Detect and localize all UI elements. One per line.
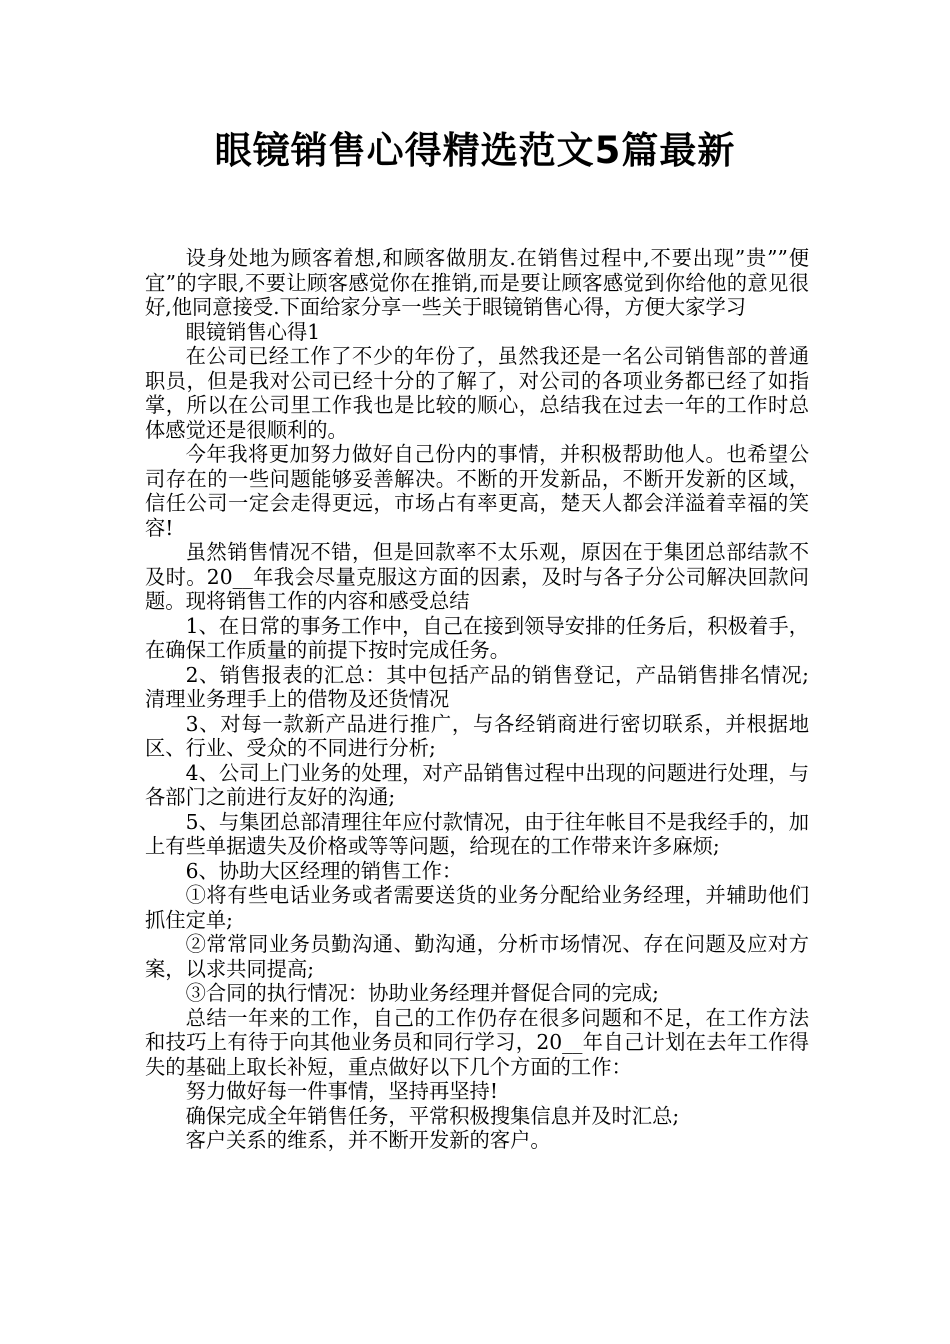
body-paragraph: 虽然销售情况不错，但是回款率不太乐观，原因在于集团总部结款不及时。20__年我会尽量克服这方面的因素，及时与各子分公司解决回款问题。现将销售工作的内容和感受总结 xyxy=(145,540,809,613)
list-item: 4、公司上门业务的处理，对产品销售过程中出现的问题进行处理，与各部门之前进行友好的沟通; xyxy=(145,760,809,809)
document-body xyxy=(145,246,809,1153)
body-paragraph: 确保完成全年销售任务，平常积极搜集信息并及时汇总; xyxy=(185,1103,680,1128)
document-title: 眼镜销售心得精选范文5篇最新 xyxy=(214,129,736,172)
sub-list-item: ①将有些电话业务或者需要送货的业务分配给业务经理，并辅助他们抓住定单; xyxy=(145,883,809,932)
body-paragraph: 总结一年来的工作，自己的工作仍存在很多问题和不足，在工作方法和技巧上有待于向其他业务员和同行学习，20__年自己计划在去年工作得失的基础上取长补短，重点做好以下几个方面的工作： xyxy=(145,1005,809,1079)
list-item: 5、与集团总部清理往年应付款情况，由于往年帐目不是我经手的，加上有些单据遗失及价格或等等问题，给现在的工作带来许多麻烦; xyxy=(145,809,809,858)
body-paragraph: 客户关系的维系，并不断开发新的客户。 xyxy=(185,1128,551,1152)
list-item: 1、在日常的事务工作中，自己在接到领导安排的任务后，积极着手，在确保工作质量的前提下按时完成任务。 xyxy=(145,613,809,662)
list-item: 2、销售报表的汇总：其中包括产品的销售登记，产品销售排名情况;清理业务理手上的借物及还货情况 xyxy=(145,662,809,711)
list-item: 6、协助大区经理的销售工作： xyxy=(185,858,463,883)
sub-list-item: ②常常同业务员勤沟通、勤沟通，分析市场情况、存在问题及应对方案，以求共同提高; xyxy=(145,932,809,981)
body-paragraph: 努力做好每一件事情，坚持再坚持! xyxy=(185,1079,498,1103)
intro-paragraph: 设身处地为顾客着想,和顾客做朋友.在销售过程中,不要出现”贵””便宜”的字眼,不要让顾客感觉你在推销,而是要让顾客感觉到你给他的意见很好,他同意接受.下面给家分享一些关于眼镜销售心得，方便大家学习 xyxy=(145,246,809,319)
body-paragraph: 今年我将更加努力做好自己份内的事情，并积极帮助他人。也希望公司存在的一些问题能够妥善解决。不断的开发新品，不断开发新的区域，信任公司一定会走得更远，市场占有率更高，楚天人都会洋溢着幸福的笑容! xyxy=(145,442,809,540)
sub-list-item: ③合同的执行情况：协助业务经理并督促合同的完成; xyxy=(185,981,659,1005)
section-heading: 眼镜销售心得1 xyxy=(185,319,321,344)
body-paragraph: 在公司已经工作了不少的年份了，虽然我还是一名公司销售部的普通职员，但是我对公司已经十分的了解了，对公司的各项业务都已经了如指掌，所以在公司里工作我也是比较的顺心，总结我在过去一年的工作时总体感觉还是很顺利的。 xyxy=(145,344,809,442)
list-item: 3、对每一款新产品进行推广，与各经销商进行密切联系，并根据地区、行业、受众的不同进行分析; xyxy=(145,711,809,760)
